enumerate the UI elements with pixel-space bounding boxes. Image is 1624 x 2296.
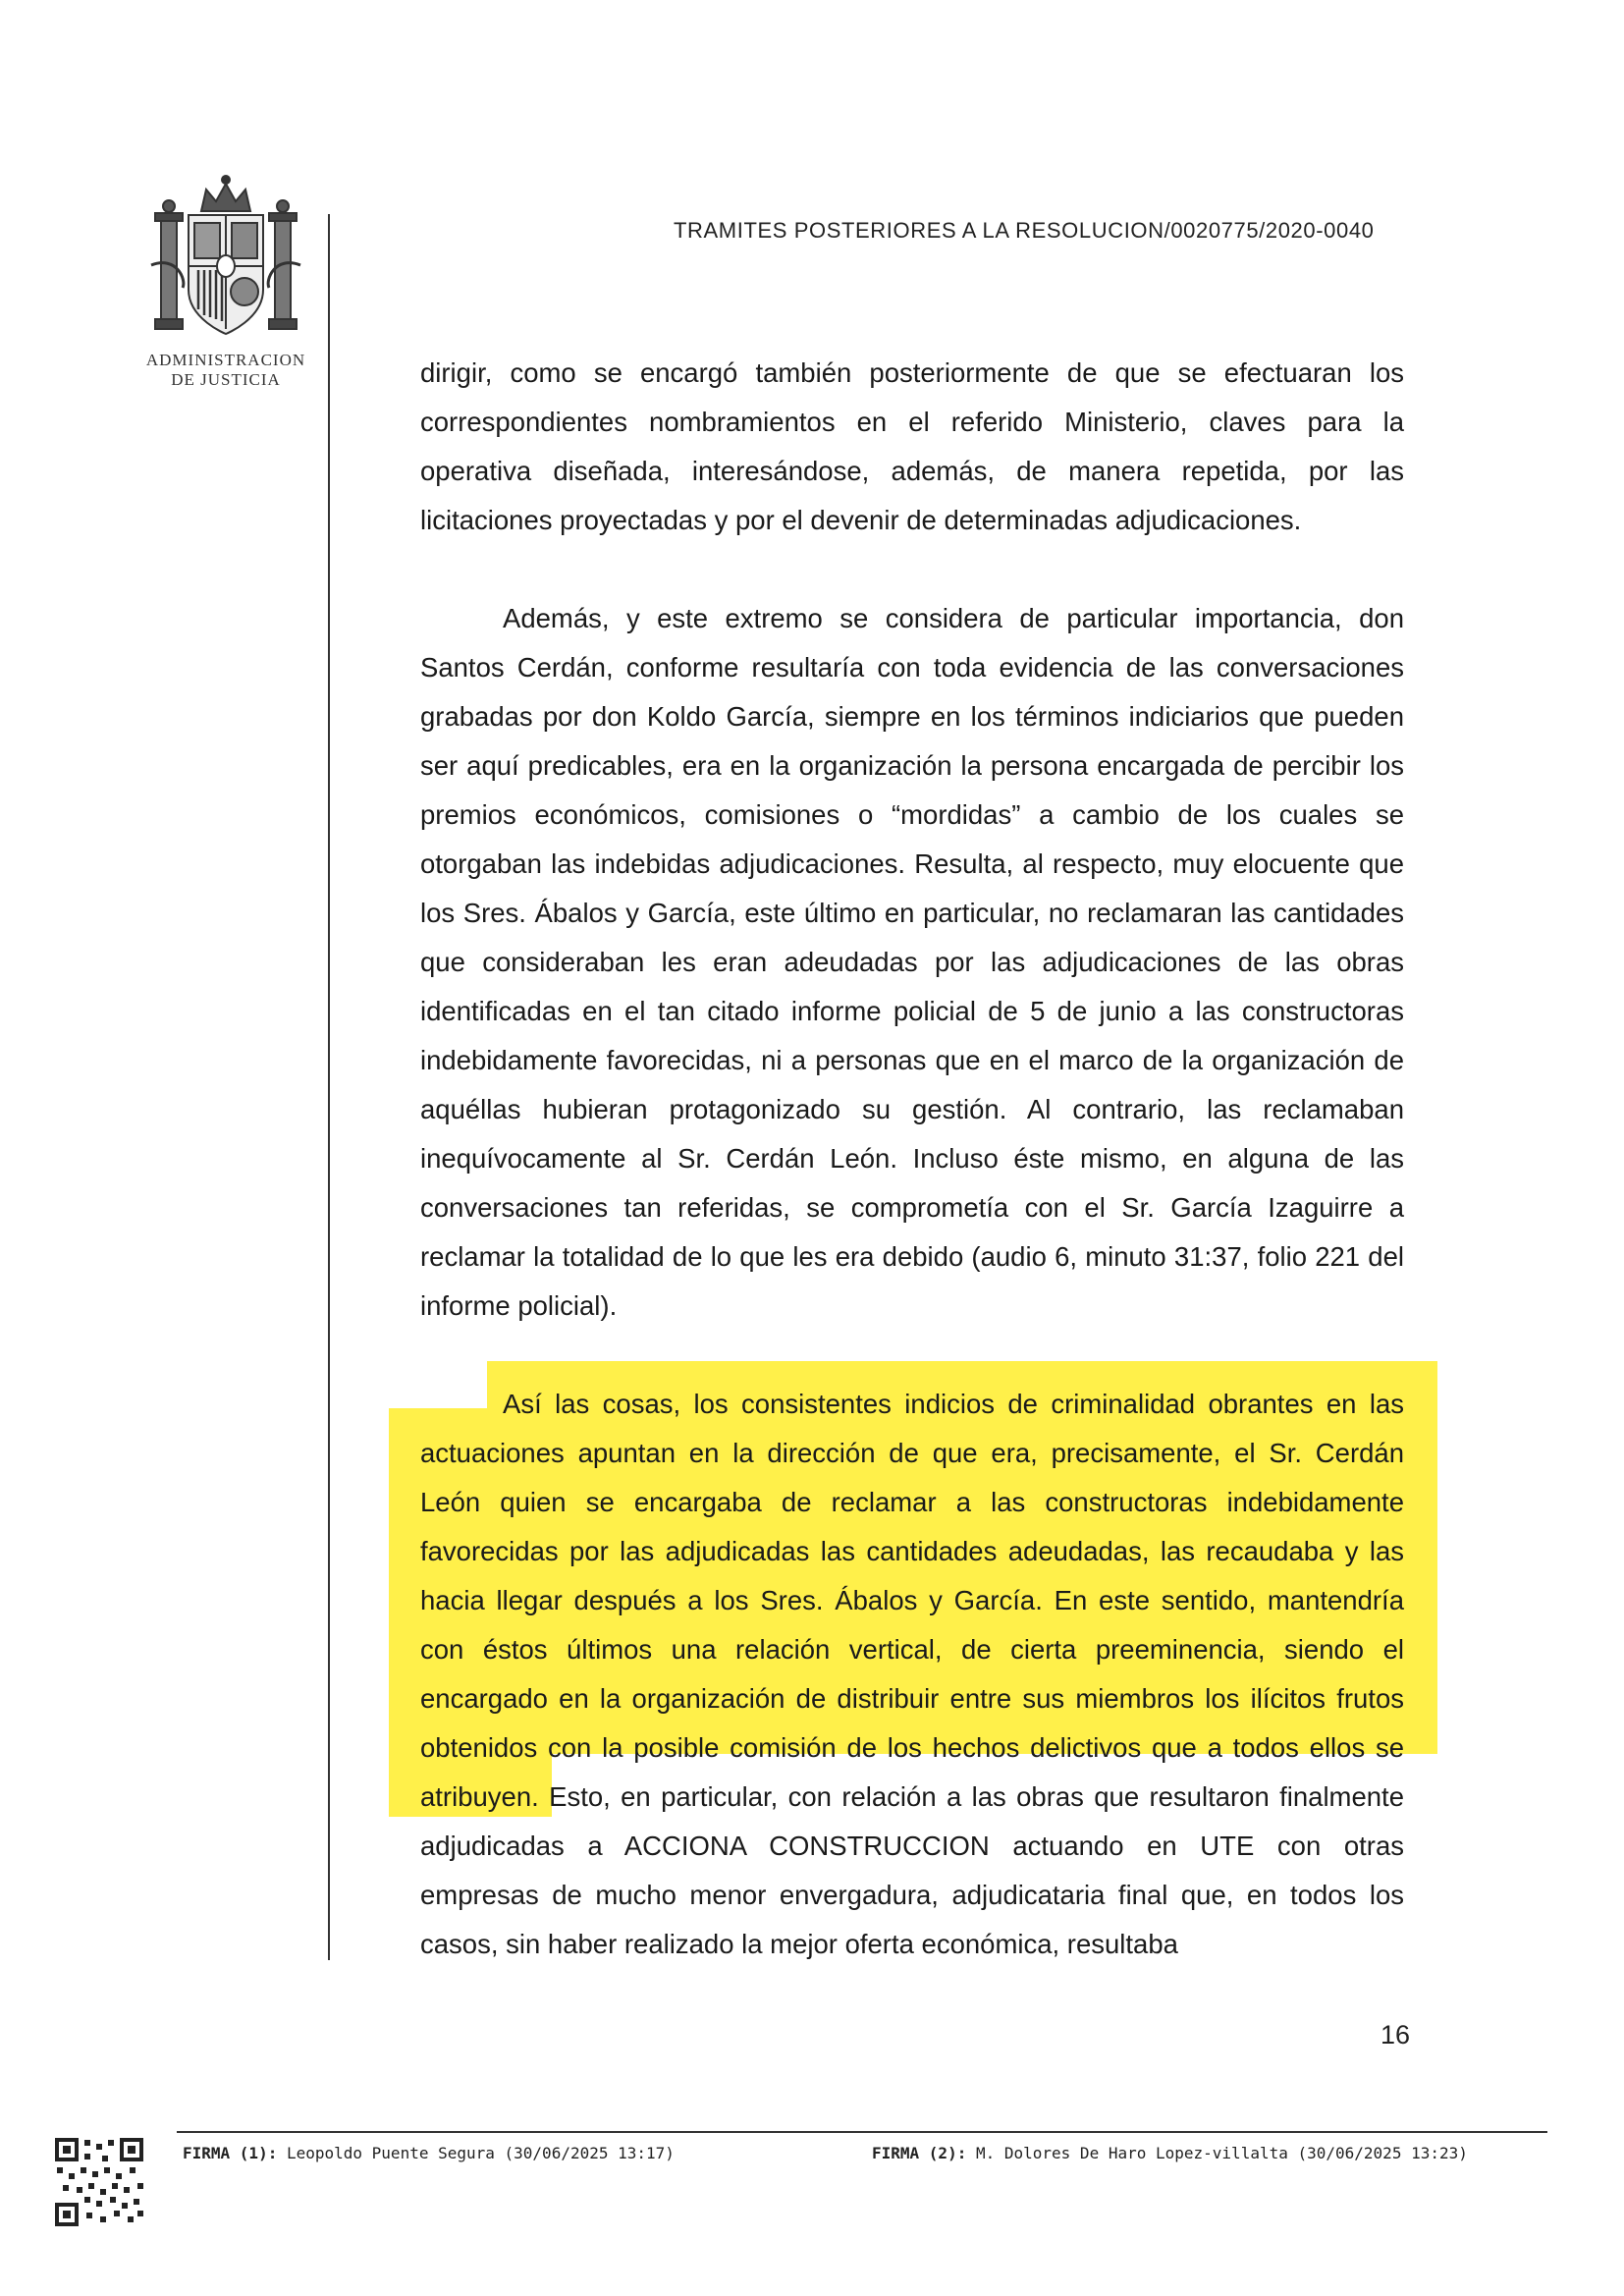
signature-1 <box>183 2144 675 2162</box>
body-paragraph: Además, y este extremo se considera de particular importancia, don Santos Cerdán, conforme resultaría con toda evidencia de las conversaciones grabadas por don Koldo García, siempre en los términos indiciarios que pueden ser aquí predicables, era en la organización la persona encargada de percibir los premios económicos, comisiones o “mordidas” a cambio de los cuales se otorgaban las indebidas adjudicaciones. Resulta, al respecto, muy elocuente que los Sres. Ábalos y García, este último en particular, no reclamaran las cantidades que consideraban les eran adeudadas por las adjudicaciones de las obras identificadas en el tan citado informe policial de 5 de junio a las constructoras indebidamente favorecidas, ni a personas que en el marco de la organización de aquéllas hubieran protagonizado su gestión. Al contrario, las reclamaban inequívocamente al Sr. Cerdán León. Incluso éste mismo, en alguna de las conversaciones tan referidas, se comprometía con el Sr. García Izaguirre a reclamar la totalidad de lo que les era debido (audio 6, minuto 31:37, folio 221 del informe policial). <box>420 603 1404 1321</box>
signature-2 <box>872 2144 1468 2162</box>
footer-rule <box>177 2131 1547 2133</box>
page-number: 16 <box>1380 2020 1411 2050</box>
signature-1-value: Leopoldo Puente Segura (30/06/2025 13:17) <box>286 2144 675 2162</box>
body-paragraph: Así las cosas, los consistentes indicios de criminalidad obrantes en las actuaciones apuntan en la dirección de que era, precisamente, el Sr. Cerdán León quien se encargaba de reclamar a las constructoras indebidamente favorecidas por las adjudicadas las cantidades adeudadas, las recaudaba y las hacia llegar después a los Sres. Ábalos y García. En este sentido, mantendría con éstos últimos una relación vertical, de cierta preeminencia, siendo el encargado en la organización de distribuir entre sus miembros los ilícitos frutos obtenidos con la posible comisión de los hechos delictivos que a todos ellos se atribuyen. Esto, en particular, con relación a las obras que resultaron finalmente adjudicadas a ACCIONA CONSTRUCCION actuando en UTE con otras empresas de mucho menor envergadura, adjudicataria final que, en todos los casos, sin haber realizado la mejor oferta económica, resultaba <box>420 1389 1404 1959</box>
signature-1-label: FIRMA (1): <box>183 2144 278 2162</box>
signature-2-value: M. Dolores De Haro Lopez-villalta (30/06/2025 13:23) <box>975 2144 1468 2162</box>
signature-2-label: FIRMA (2): <box>872 2144 967 2162</box>
institution-name: ADMINISTRACION DE JUSTICIA <box>145 351 306 389</box>
body-paragraph: dirigir, como se encargó también posteriormente de que se efectuaran los correspondientes nombramientos en el referido Ministerio, claves para la operativa diseñada, interesándose, además, de manera repetida, por las licitaciones proyectadas y por el devenir de determinadas adjudicaciones. <box>420 357 1404 535</box>
margin-rule <box>328 214 330 1960</box>
qr-code-icon <box>55 2138 143 2226</box>
coat-of-arms-icon <box>147 172 304 344</box>
document-reference: TRAMITES POSTERIORES A LA RESOLUCION/0020775/2020-0040 <box>674 218 1375 243</box>
